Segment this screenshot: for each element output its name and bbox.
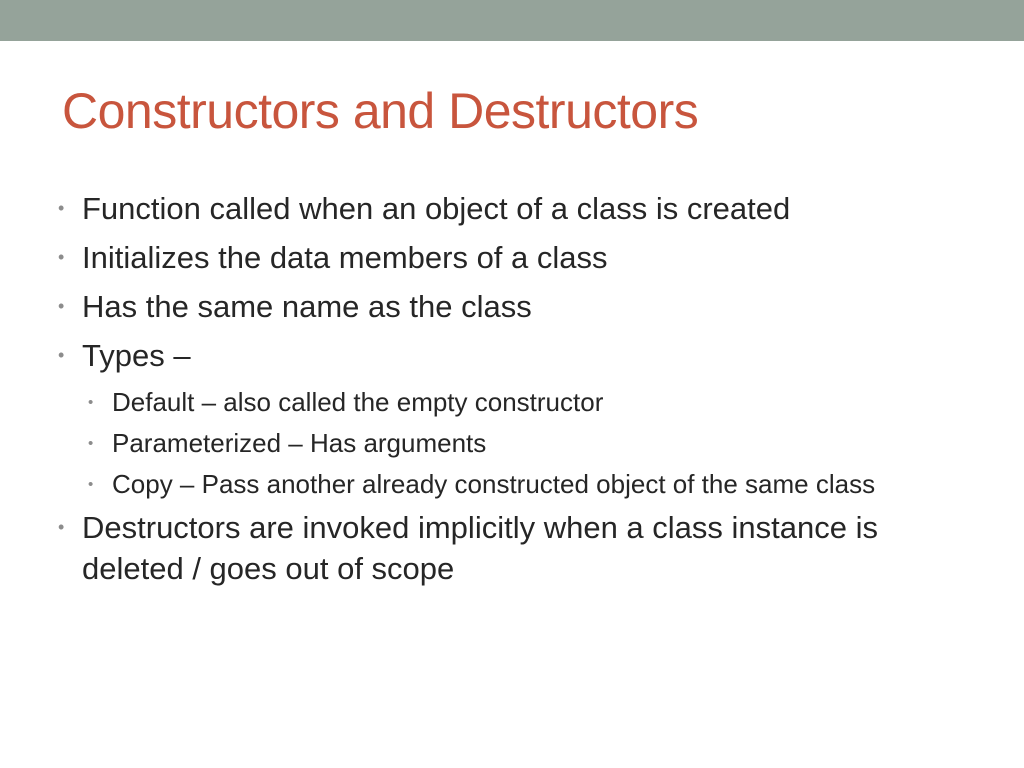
sub-bullet-item-parameterized [88, 425, 958, 462]
slide-title: Constructors and Destructors [62, 83, 699, 139]
sub-bullet-list [58, 384, 958, 503]
bullet-text: Has the same name as the class [82, 289, 532, 324]
sub-bullet-text: Copy – Pass another already constructed object of the same class [112, 469, 876, 499]
top-band [0, 0, 1024, 41]
bullet-list [58, 188, 958, 597]
bullet-dot-icon: • [58, 198, 65, 218]
sub-bullet-text: Parameterized – Has arguments [112, 428, 487, 458]
bullet-dot-icon: • [58, 517, 65, 537]
bullet-dot-icon: • [58, 247, 65, 267]
sub-bullet-item-copy [88, 466, 958, 503]
sub-bullet-text: Default – also called the empty constructor [112, 387, 604, 417]
bullet-item-initializes [58, 237, 958, 278]
bullet-item-same-name [58, 286, 958, 327]
sub-bullet-dot-icon: • [88, 435, 94, 452]
bullet-item-destructors [58, 507, 958, 589]
bullet-item-types [58, 335, 958, 376]
bullet-text: Initializes the data members of a class [82, 240, 608, 275]
sub-bullet-item-default [88, 384, 958, 421]
bullet-item-function-called [58, 188, 958, 229]
bullet-text: Types – [82, 338, 191, 373]
bullet-text: Function called when an object of a class is created [82, 191, 791, 226]
sub-bullet-dot-icon: • [88, 476, 94, 493]
sub-bullet-dot-icon: • [88, 394, 94, 411]
bullet-dot-icon: • [58, 345, 65, 365]
sub-bullet-group [58, 384, 958, 503]
bullet-text: Destructors are invoked implicitly when a class instance is deleted / goes out of scope [82, 510, 878, 586]
bullet-dot-icon: • [58, 296, 65, 316]
